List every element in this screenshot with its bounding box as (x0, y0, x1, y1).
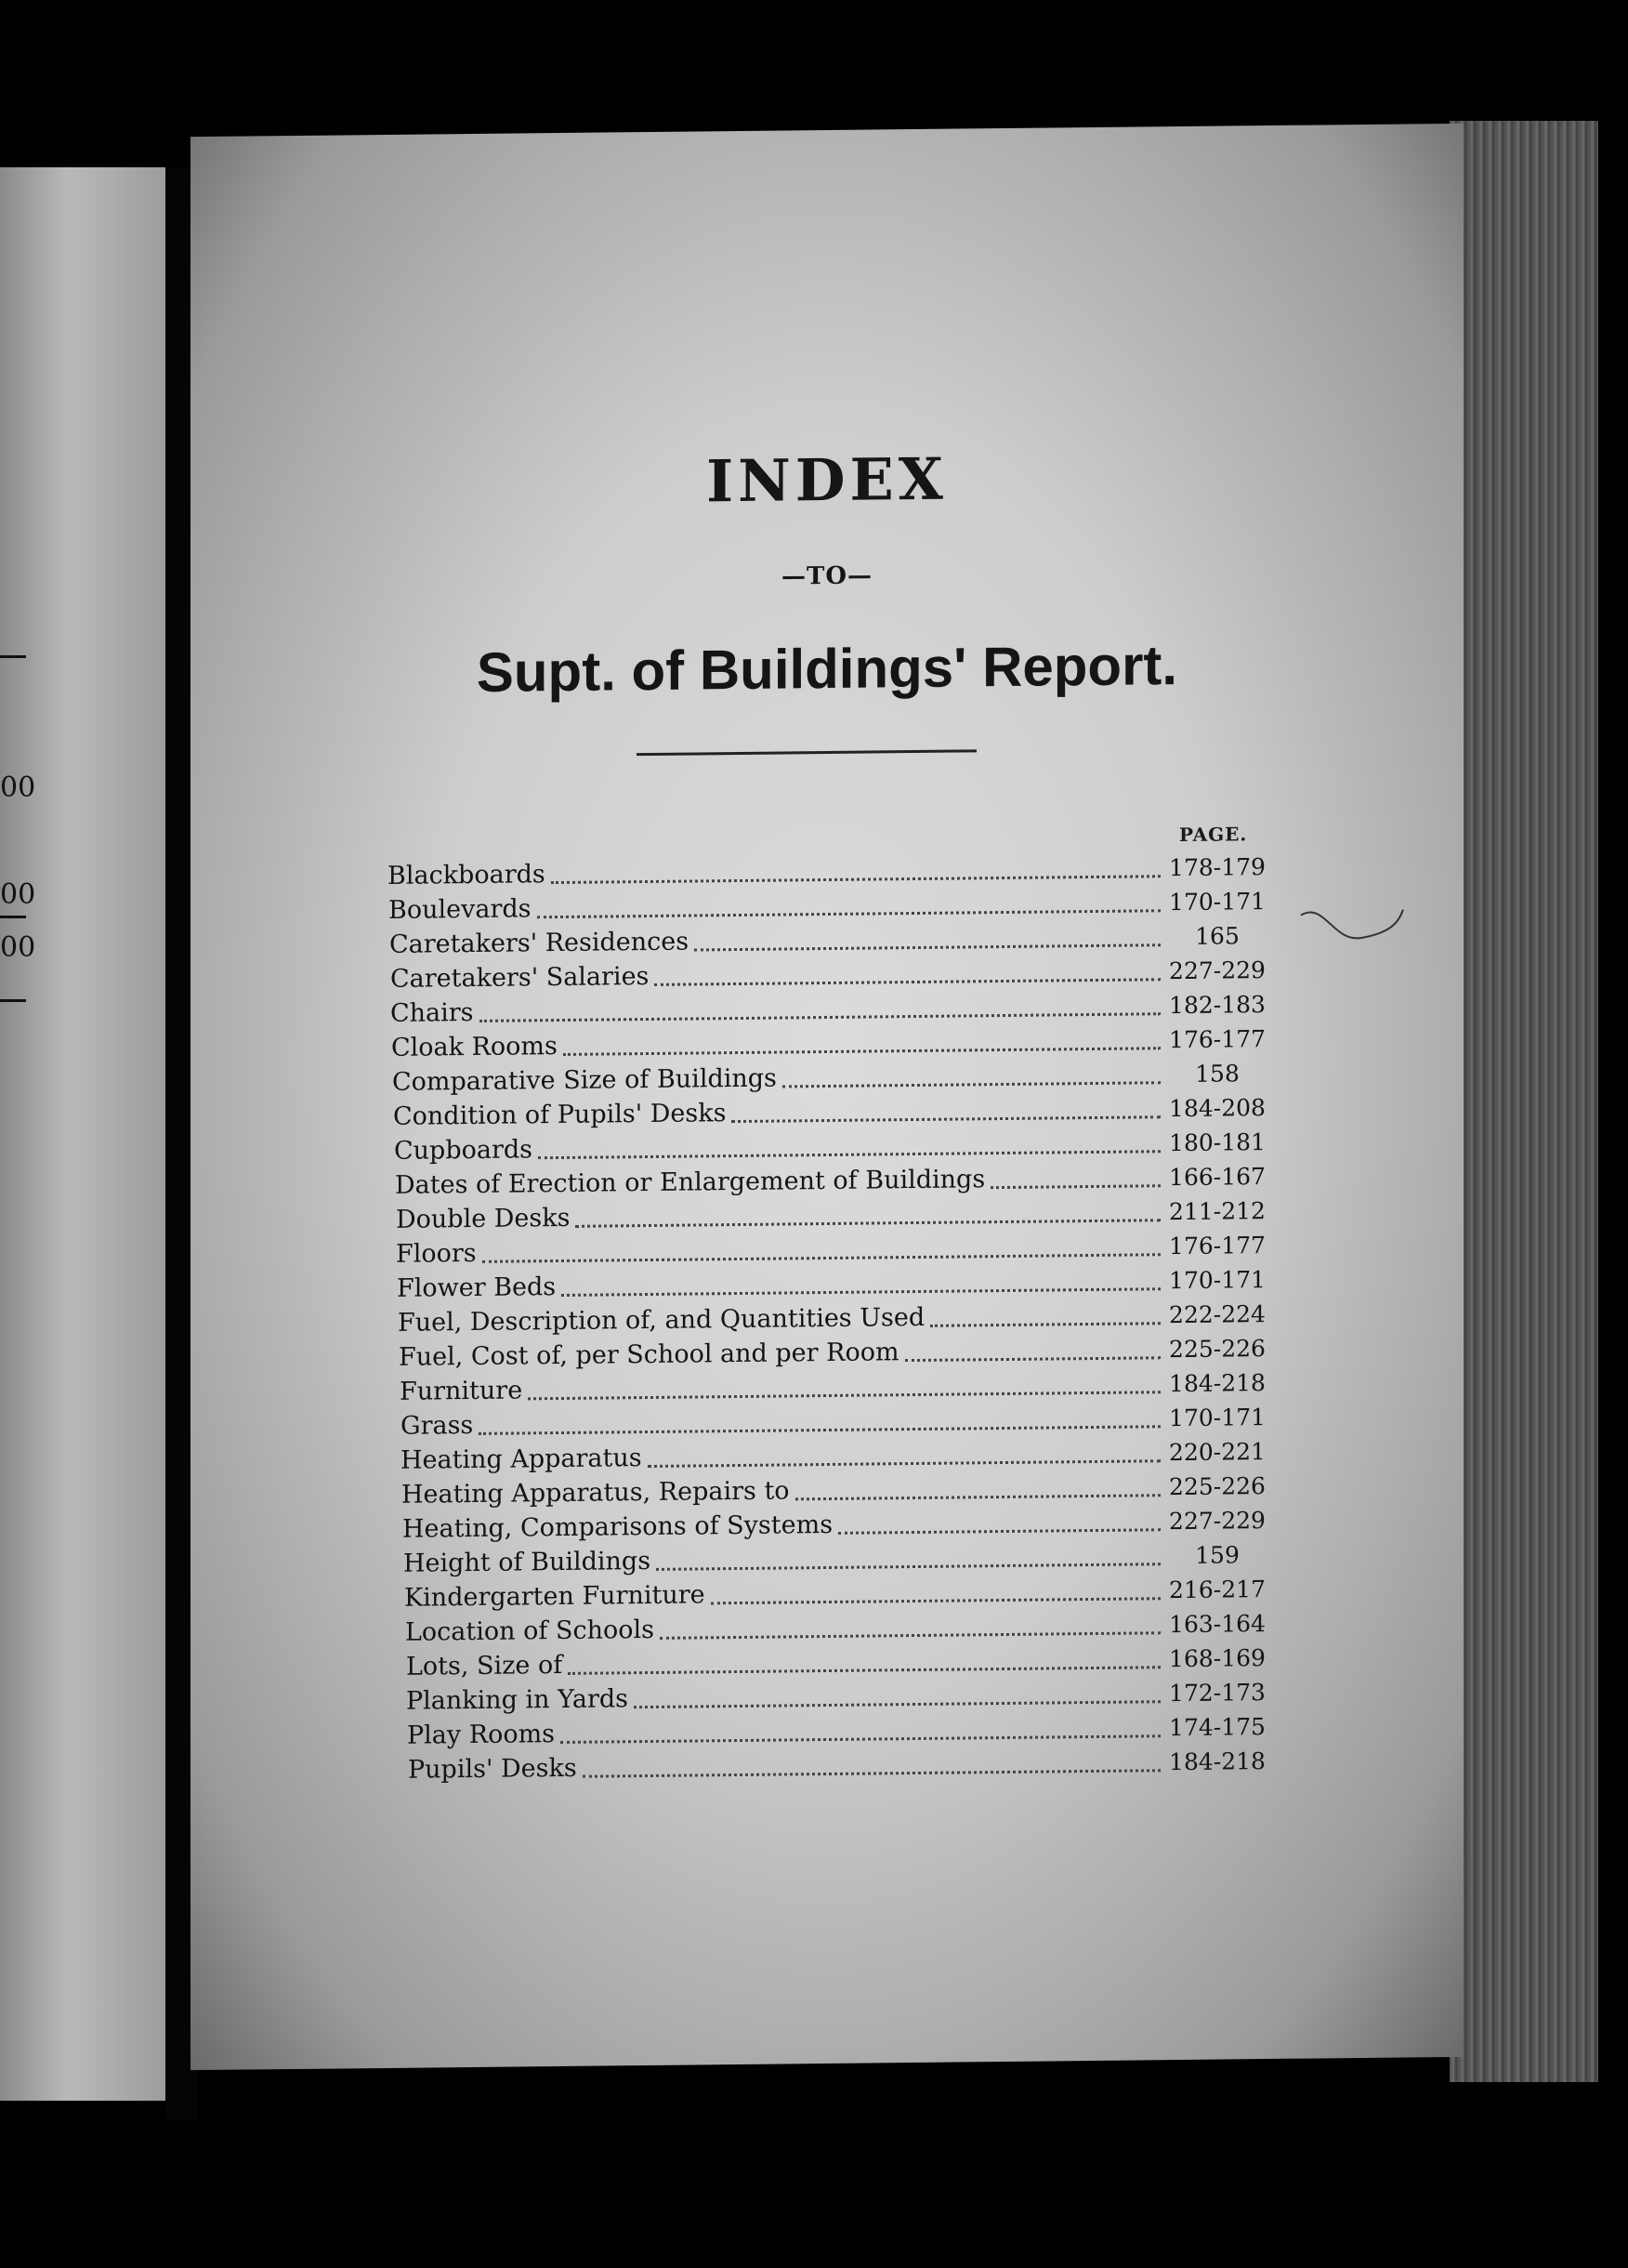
index-entry-page: 211-212 (1169, 1197, 1266, 1226)
index-entry-topic: Heating Apparatus (400, 1444, 642, 1475)
index-entry-topic: Caretakers' Salaries (390, 962, 650, 994)
index-entry-page: 182-183 (1169, 991, 1266, 1020)
index-entry-page: 178-179 (1169, 853, 1266, 882)
index-entry-topic: Cloak Rooms (391, 1032, 558, 1062)
left-page-rule (0, 655, 26, 658)
index-entry-page: 170-171 (1169, 888, 1266, 916)
index-entry-topic: Double Desks (396, 1203, 571, 1234)
dot-leader (634, 1700, 1161, 1708)
left-page-number: 00 (0, 771, 36, 804)
left-page-rule (0, 916, 26, 918)
index-entry-page: 170-171 (1169, 1266, 1266, 1295)
index-entry-topic: Height of Buildings (403, 1546, 651, 1578)
index-entry-topic: Planking in Yards (406, 1684, 629, 1716)
index-entry-page: 227-229 (1169, 1507, 1266, 1536)
page-column-header: PAGE. (1179, 823, 1248, 847)
dot-leader (560, 1734, 1161, 1744)
page-edges (1450, 121, 1598, 2082)
index-entry-topic: Grass (400, 1410, 474, 1441)
index-entry-topic: Cupboards (394, 1135, 533, 1166)
dot-leader (583, 1769, 1161, 1778)
index-entry-topic: Blackboards (387, 860, 545, 890)
dot-leader (991, 1184, 1161, 1189)
dot-leader (694, 943, 1161, 951)
index-entry-page: 184-208 (1169, 1094, 1266, 1123)
dot-leader (537, 909, 1162, 918)
dot-leader (795, 1494, 1161, 1500)
index-entry-topic: Dates of Erection or Enlargement of Buildings (395, 1165, 986, 1200)
dot-leader (551, 875, 1161, 884)
index-entry-page: 166-167 (1169, 1163, 1266, 1192)
index-entry-topic: Heating, Comparisons of Systems (402, 1510, 834, 1544)
title-connector: —TO— (781, 561, 873, 591)
dot-leader (479, 1012, 1161, 1022)
index-entry-page: 174-175 (1169, 1713, 1266, 1742)
index-entry-topic: Condition of Pupils' Desks (393, 1099, 727, 1131)
dot-leader (711, 1597, 1161, 1604)
index-entry-page: 222-224 (1169, 1300, 1266, 1329)
page-title: INDEX (706, 444, 948, 516)
dot-leader (930, 1322, 1161, 1327)
index-entry-page: 158 (1195, 1060, 1240, 1088)
dot-leader (654, 978, 1161, 986)
dot-leader (656, 1563, 1161, 1571)
left-page-number: 00 (0, 931, 36, 964)
index-entry-page: 172-173 (1169, 1679, 1266, 1708)
page-subtitle: Supt. of Buildings' Report. (476, 634, 1178, 704)
dot-leader (782, 1081, 1161, 1088)
index-entry-page: 184-218 (1169, 1369, 1266, 1398)
dot-leader (648, 1459, 1161, 1468)
dot-leader (482, 1253, 1161, 1263)
index-entry-topic: Lots, Size of (406, 1650, 563, 1681)
index-entry-topic: Location of Schools (405, 1615, 654, 1647)
index-entry-page: 225-226 (1169, 1472, 1266, 1501)
index-entry-page: 176-177 (1169, 1025, 1266, 1054)
dot-leader (538, 1150, 1161, 1159)
index-entry-page: 216-217 (1169, 1576, 1266, 1604)
index-entry-page: 168-169 (1169, 1644, 1266, 1673)
index-entry-topic: Chairs (390, 997, 474, 1028)
left-page-number: 00 (0, 878, 36, 911)
left-page-fragment (0, 167, 169, 2101)
index-entry-page: 227-229 (1169, 956, 1266, 985)
dot-leader (563, 1047, 1161, 1056)
index-entry-topic: Comparative Size of Buildings (392, 1063, 777, 1097)
index-entry-page: 180-181 (1169, 1128, 1266, 1157)
index-entry-topic: Fuel, Description of, and Quantities Used (398, 1302, 926, 1338)
dot-leader (838, 1528, 1161, 1535)
index-page (190, 124, 1464, 2070)
index-entry-page: 225-226 (1169, 1335, 1266, 1364)
index-list (387, 852, 1268, 1790)
title-divider (637, 749, 977, 756)
index-entry-topic: Caretakers' Residences (389, 927, 689, 959)
index-entry-topic: Kindergarten Furniture (404, 1580, 705, 1613)
index-entry-topic: Fuel, Cost of, per School and per Room (399, 1338, 899, 1372)
dot-leader (479, 1425, 1161, 1435)
index-entry-topic: Boulevards (388, 894, 532, 925)
pencil-mark-icon (1296, 895, 1408, 952)
index-entry-topic: Floors (396, 1238, 477, 1269)
dot-leader (561, 1287, 1161, 1297)
index-entry-page: 159 (1195, 1541, 1240, 1569)
dot-leader (905, 1356, 1161, 1362)
dot-leader (660, 1631, 1161, 1640)
index-entry-page: 176-177 (1169, 1232, 1266, 1260)
index-entry-topic: Furniture (400, 1376, 523, 1406)
index-entry-page: 220-221 (1169, 1438, 1266, 1467)
index-entry-topic: Flower Beds (397, 1272, 557, 1303)
dot-leader (528, 1391, 1161, 1400)
dot-leader (731, 1115, 1161, 1123)
dot-leader (568, 1666, 1161, 1675)
index-entry-page: 170-171 (1169, 1404, 1266, 1432)
index-entry-topic: Heating Apparatus, Repairs to (401, 1476, 790, 1510)
index-entry-topic: Play Rooms (407, 1720, 556, 1750)
index-entry-page: 184-218 (1169, 1747, 1266, 1776)
dot-leader (575, 1219, 1161, 1228)
index-entry-page: 165 (1195, 922, 1240, 950)
left-page-rule (0, 999, 26, 1002)
index-entry-topic: Pupils' Desks (408, 1753, 577, 1785)
index-entry-page: 163-164 (1169, 1610, 1266, 1639)
